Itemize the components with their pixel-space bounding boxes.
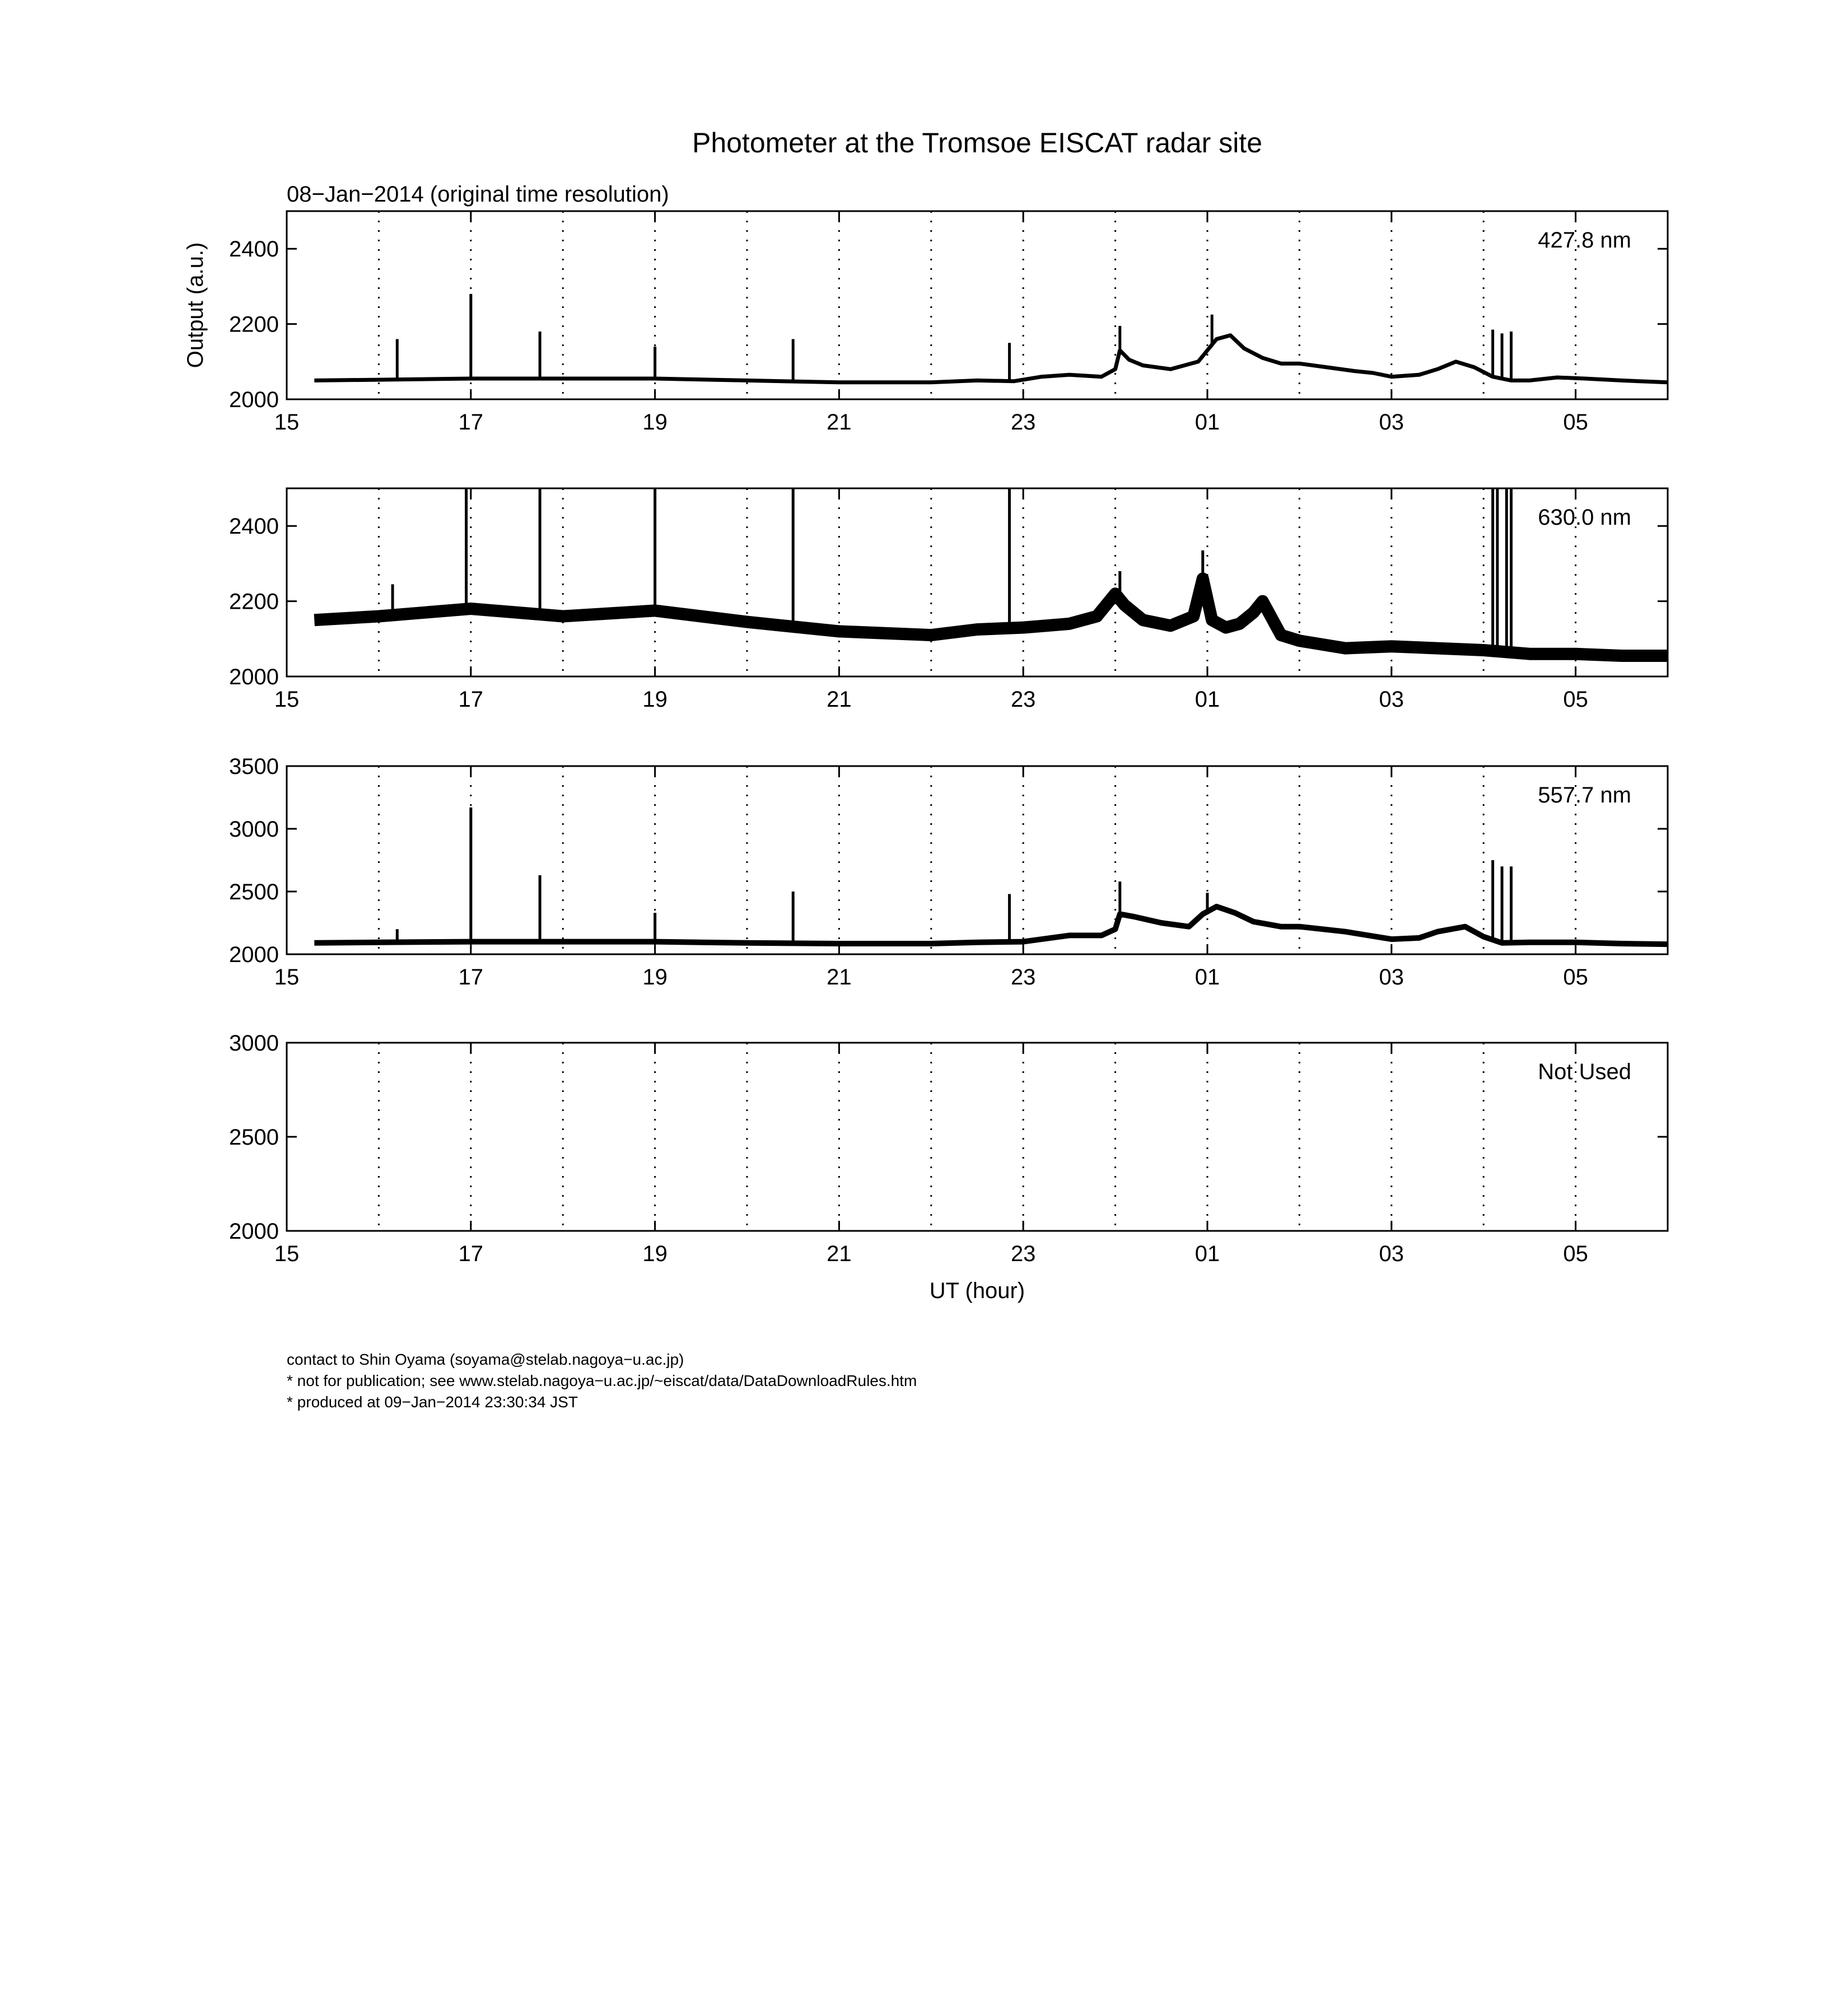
x-tick-label: 03	[1379, 687, 1404, 712]
x-tick-label: 03	[1379, 1242, 1404, 1266]
x-tick-label: 23	[1010, 965, 1036, 990]
panel-wavelength-label: 557.7 nm	[1538, 783, 1631, 808]
x-tick-label: 19	[642, 1242, 668, 1266]
x-tick-label: 23	[1010, 1242, 1036, 1266]
y-tick-label: 2200	[229, 589, 279, 614]
x-tick-label: 03	[1379, 965, 1404, 990]
x-tick-label: 21	[827, 965, 852, 990]
panel-frame	[287, 1043, 1668, 1231]
panel-frame	[287, 211, 1668, 399]
x-tick-label: 19	[642, 410, 668, 435]
panel-wavelength-label: Not Used	[1538, 1060, 1631, 1084]
series-line-427-8-nm	[314, 335, 1668, 382]
x-tick-label: 15	[274, 965, 300, 990]
panel-1	[229, 211, 1668, 435]
panels-group	[229, 211, 1668, 1266]
series-line-557-7-nm	[314, 907, 1668, 944]
x-tick-label: 17	[458, 410, 484, 435]
x-tick-label: 19	[642, 965, 668, 990]
x-tick-label: 01	[1194, 687, 1220, 712]
y-tick-label: 2000	[229, 388, 279, 412]
x-tick-label: 01	[1194, 1242, 1220, 1266]
footer	[287, 1351, 917, 1411]
y-tick-label: 2400	[229, 514, 279, 539]
x-axis-label: UT (hour)	[929, 1278, 1025, 1303]
chart-subtitle: 08−Jan−2014 (original time resolution)	[287, 182, 669, 207]
x-tick-label: 15	[274, 687, 300, 712]
x-tick-label: 05	[1563, 965, 1588, 990]
x-tick-label: 21	[827, 410, 852, 435]
panel-wavelength-label: 630.0 nm	[1538, 505, 1631, 530]
footer-line-rules: * not for publication; see www.stelab.nagoya−u.ac.jp/~eiscat/data/DataDownloadRules.htm	[287, 1372, 917, 1389]
panel-wavelength-label: 427.8 nm	[1538, 228, 1631, 253]
x-tick-label: 05	[1563, 687, 1588, 712]
y-axis-label: Output (a.u.)	[183, 242, 208, 368]
y-tick-label: 2000	[229, 1219, 279, 1244]
y-tick-label: 3000	[229, 1031, 279, 1056]
y-tick-label: 2400	[229, 237, 279, 262]
x-tick-label: 15	[274, 410, 300, 435]
y-tick-label: 3000	[229, 817, 279, 842]
y-tick-label: 2000	[229, 665, 279, 689]
series-line-630-0-nm	[314, 578, 1668, 656]
x-tick-label: 21	[827, 687, 852, 712]
panel-4	[229, 1031, 1668, 1266]
x-tick-label: 19	[642, 687, 668, 712]
x-tick-label: 01	[1194, 410, 1220, 435]
chart-title: Photometer at the Tromsoe EISCAT radar site	[692, 127, 1263, 158]
y-tick-label: 2000	[229, 942, 279, 967]
footer-line-contact: contact to Shin Oyama (soyama@stelab.nagoya−u.ac.jp)	[287, 1351, 684, 1368]
x-tick-label: 05	[1563, 1242, 1588, 1266]
y-tick-label: 3500	[229, 754, 279, 779]
x-tick-label: 23	[1010, 410, 1036, 435]
x-tick-label: 05	[1563, 410, 1588, 435]
y-tick-label: 2500	[229, 1125, 279, 1150]
y-tick-label: 2200	[229, 312, 279, 337]
x-tick-label: 21	[827, 1242, 852, 1266]
x-tick-label: 17	[458, 965, 484, 990]
y-tick-label: 2500	[229, 880, 279, 904]
x-tick-label: 03	[1379, 410, 1404, 435]
x-tick-label: 17	[458, 1242, 484, 1266]
panel-2	[229, 488, 1668, 712]
x-tick-label: 01	[1194, 965, 1220, 990]
panel-3	[229, 754, 1668, 990]
x-tick-label: 23	[1010, 687, 1036, 712]
footer-line-produced: * produced at 09−Jan−2014 23:30:34 JST	[287, 1393, 578, 1411]
x-tick-label: 17	[458, 687, 484, 712]
x-tick-label: 15	[274, 1242, 300, 1266]
